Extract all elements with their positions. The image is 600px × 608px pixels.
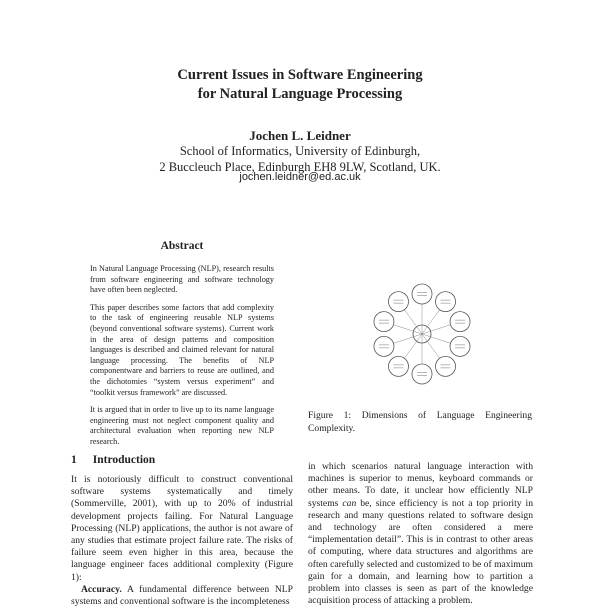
- introduction-body: [71, 474, 293, 608]
- section-title: Introduction: [92, 454, 156, 466]
- figure-graphic: [368, 280, 476, 388]
- author-email[interactable]: jochen.leidner@ed.ac.uk: [239, 171, 361, 183]
- figure-node: [450, 312, 470, 332]
- affiliation-line-1: School of Informatics, University of Edinburgh,: [179, 144, 421, 158]
- figure-node: [412, 364, 432, 384]
- figure-node: [436, 356, 456, 376]
- figure-node: [388, 292, 408, 312]
- figure-node: [450, 336, 470, 356]
- intro-paragraph-accuracy: [71, 584, 293, 608]
- figure-caption: Figure 1: Dimensions of Language Engineering Complexity.: [308, 410, 532, 434]
- figure-node: [412, 284, 432, 304]
- title-line-2: for Natural Language Processing: [197, 86, 403, 102]
- abstract-body: [90, 264, 274, 455]
- paper-title: [0, 66, 600, 104]
- figure-node: [436, 292, 456, 312]
- abstract-paragraph: It is argued that in order to live up to its name language engineering must not neglect component quality and architectural evaluation when reporting new NLP research.: [90, 405, 274, 446]
- abstract-heading: Abstract: [160, 240, 204, 252]
- figure-node: [388, 356, 408, 376]
- figure-node: [374, 336, 394, 356]
- author-name: Jochen L. Leidner: [249, 128, 351, 143]
- title-line-1: Current Issues in Software Engineering: [177, 67, 423, 83]
- right-text-italic: can: [342, 497, 357, 509]
- right-text-part1: in which scenarios natural language interaction with machines is superior to menus, keyboard commands or other means. To date, it unclear how efficiently NLP systems: [308, 461, 533, 509]
- section-number: 1: [71, 454, 77, 466]
- abstract-paragraph: In Natural Language Processing (NLP), research results from software engineering and software technology have often been neglected.: [90, 264, 274, 295]
- figure-node: [374, 312, 394, 332]
- right-column-body: [308, 461, 533, 607]
- accuracy-lead: Accuracy.: [81, 583, 122, 595]
- abstract-paragraph: This paper describes some factors that add complexity to the task of engineering reusable NLP systems (beyond conventional software systems). Current work in the area of design patterns and composition languages is described and claimed relevant for natural language processing. The benefits of NLP componentware and barriers to reuse are outlined, and the dichotomies “system versus experiment” and “toolkit versus framework” are discussed.: [90, 302, 274, 397]
- section-heading-introduction: [71, 454, 155, 466]
- accuracy-text: A fundamental difference between NLP systems and conventional software is the incompleteness: [71, 583, 293, 608]
- affiliation-line-2: 2 Buccleuch Place, Edinburgh EH8 9LW, Scotland, UK.: [159, 160, 441, 174]
- right-text-part2: be, since efficiency is not a top priority in research and many questions related to software design and technology are often considered a mere “implementation detail”. This is in contrast to other areas of computing, where data structures and algorithms are often carefully selected and customized to be of maximum gain for a domain, and learning how to partition a problem into classes is seen as part of the knowledge acquisition process of attacking a problem.: [308, 497, 533, 607]
- figure-complexity-diagram: [368, 280, 476, 393]
- intro-paragraph: It is notoriously difficult to construct conventional software systems systematically and timely (Sommerville, 2001), with up to 20% of industrial development projects failing. For Natural Language Processing (NLP) applications, the author is not aware of any studies that estimate project failure rate. The risks of failure seem even higher in this area, because the language engineer faces additional complexity (Figure 1):: [71, 474, 293, 583]
